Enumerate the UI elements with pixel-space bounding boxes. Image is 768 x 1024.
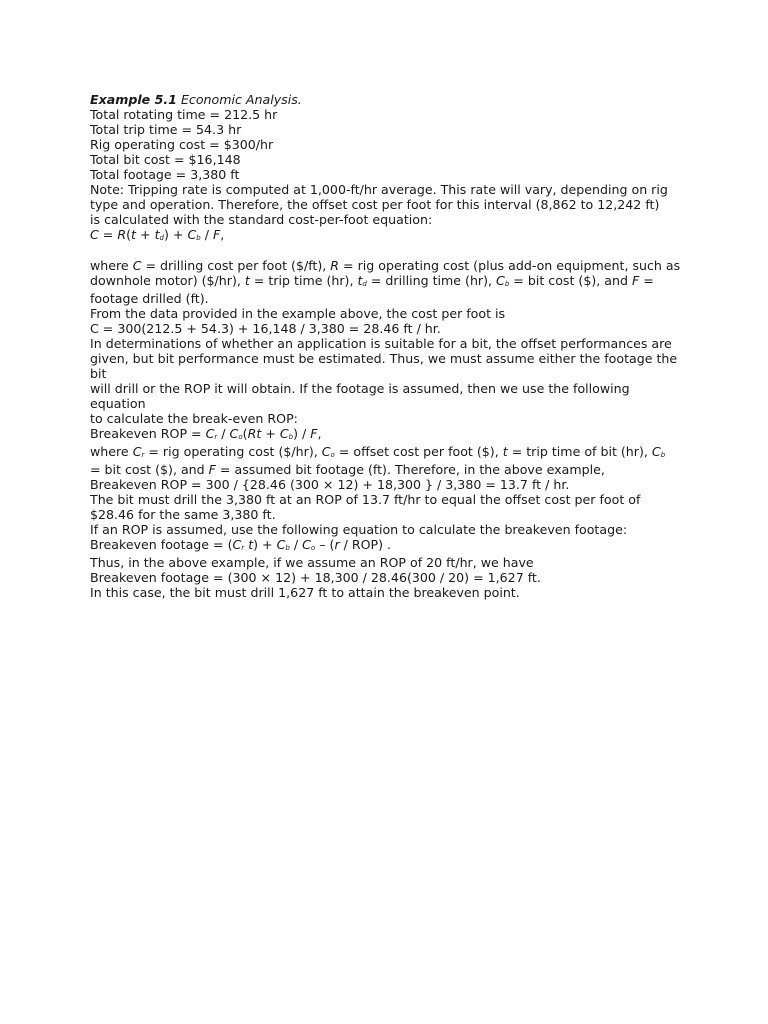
rop-paragraph-line-3: If an ROP is assumed, use the following equation to calculate the breakeven footage:	[90, 522, 628, 537]
assume-rop-line: Thus, in the above example, if we assume an ROP of 20 ft/hr, we have	[90, 555, 534, 570]
bit-application-paragraph-line-1: In determinations of whether an application is suitable for a bit, the offset performances are	[90, 336, 672, 351]
bit-application-paragraph-line-6: to calculate the break-even ROP:	[90, 411, 298, 426]
rop-paragraph-line-1: The bit must drill the 3,380 ft at an ROP of 13.7 ft/hr to equal the offset cost per foot of	[90, 492, 641, 507]
document-body	[90, 92, 690, 600]
given-rotating-time: Total rotating time = 212.5 hr	[90, 107, 278, 122]
breakeven-footage-equation: Breakeven footage = ($C_r$ $t) + C_b / C_o - (r / ROP)$ .	[90, 537, 392, 552]
bit-application-paragraph-line-5: equation	[90, 396, 146, 411]
given-trip-time: Total trip time = 54.3 hr	[90, 122, 242, 137]
cost-per-foot-equation: $C = R(t + t_d) + C_b / F$,	[90, 227, 225, 242]
given-rig-cost: Rig operating cost = $300/hr	[90, 137, 274, 152]
breakeven-rop-result: Breakeven ROP = 300 / {28.46 (300 × 12) + 18,300 } / 3,380 = 13.7 ft / hr.	[90, 477, 570, 492]
example-title: Economic Analysis.	[180, 92, 302, 107]
from-data-line: From the data provided in the example above, the cost per foot is	[90, 306, 506, 321]
given-footage: Total footage = 3,380 ft	[90, 167, 240, 182]
bit-application-paragraph-line-2: given, but bit performance must be estimated. Thus, we must assume either the footage the	[90, 351, 678, 366]
conclusion-line: In this case, the bit must drill 1,627 ft to attain the breakeven point.	[90, 585, 520, 600]
spacer	[90, 245, 690, 258]
bit-application-paragraph-line-3: bit	[90, 366, 107, 381]
breakeven-footage-result: Breakeven footage = (300 × 12) + 18,300 / 28.46(300 / 20) = 1,627 ft.	[90, 570, 541, 585]
example-heading	[90, 92, 690, 107]
rop-paragraph-line-2: $28.46 for the same 3,380 ft.	[90, 507, 276, 522]
bit-application-paragraph-line-4: will drill or the ROP it will obtain. If the footage is assumed, then we use the following	[90, 381, 630, 396]
where-definitions-2: where $C_r$ = rig operating cost ($/hr), $C_o$ = offset cost per foot ($), t = trip time of bit (hr), $C_b$ = bit cost ($), and F = assumed bit footage (ft). Therefore, in the above example,	[90, 444, 666, 477]
where-definitions-1: where C = drilling cost per foot ($/ft), R = rig operating cost (plus add-on equipment, such as downhole motor) ($/hr), t = trip time (hr), $t_d$ = drilling time (hr), $C_b$ = bit cost ($), and F = footage drilled (ft).	[90, 258, 681, 306]
example-label: Example 5.1	[90, 92, 177, 107]
note-paragraph: Note: Tripping rate is computed at 1,000-ft/hr average. This rate will vary, depending on rig type and operation. Therefore, the offset cost per foot for this interval (8,862 to 12,242 ft)	[90, 182, 672, 212]
cost-per-foot-result: C = 300(212.5 + 54.3) + 16,148 / 3,380 = 28.46 ft / hr.	[90, 321, 441, 336]
given-bit-cost: Total bit cost = $16,148	[90, 152, 241, 167]
breakeven-rop-equation: Breakeven ROP = $C_r / C_o(Rt + C_b) / F$,	[90, 426, 322, 441]
calc-intro: is calculated with the standard cost-per-foot equation:	[90, 212, 433, 227]
